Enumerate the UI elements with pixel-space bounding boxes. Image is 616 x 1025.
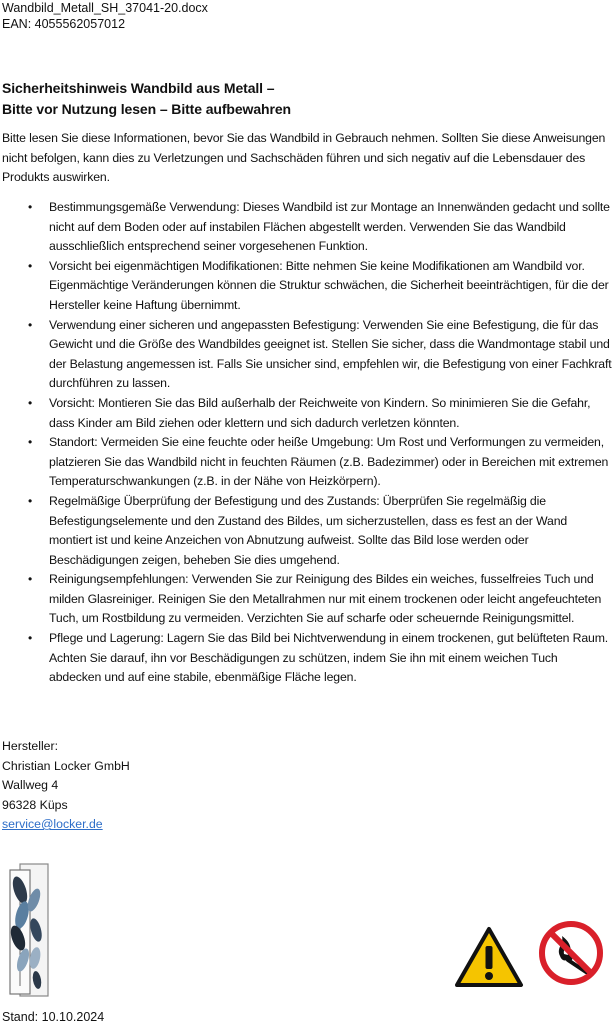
manufacturer-email-link[interactable]: service@locker.de [2, 817, 103, 831]
ean-code: EAN: 4055562057012 [2, 17, 126, 31]
manufacturer-city: 96328 Küps [2, 797, 68, 812]
title-line-1: Sicherheitshinweis Wandbild aus Metall – [2, 80, 275, 96]
list-item: • Verwendung einer sicheren und angepassten Befestigung: Verwenden Sie eine Befestigung, die für das Gewicht und die Größe des Wandbildes geeignet ist. Stellen Sie sicher, dass die Wandmontage stabil und der Belastung angemessen ist. Falls Sie unsicher sind, empfehlen wir, die Befestigung von einer Fachkraft durchführen zu lassen. [2, 316, 614, 394]
list-item: • Reinigungsempfehlungen: Verwenden Sie zur Reinigung des Bildes ein weiches, fusselfreies Tuch und milden Glasreiniger. Reinigen Sie den Metallrahmen nur mit einem trockenen oder leicht angefeuchteten Tuch, um Rostbildung zu vermeiden. Verzichten Sie auf scharfe oder scheuernde Reinigungsmittel. [2, 570, 614, 629]
list-item: • Vorsicht bei eigenmächtigen Modifikationen: Bitte nehmen Sie keine Modifikationen am Wandbild vor. Eigenmächtige Veränderungen können die Struktur schwächen, die Sicherheit beeinträchtigen, für die der Hersteller keine Haftung übernimmt. [2, 257, 614, 316]
list-item: • Vorsicht: Montieren Sie das Bild außerhalb der Reichweite von Kindern. So minimieren Sie die Gefahr, dass Kinder am Bild ziehen oder klettern und sich dadurch verletzen könnten. [2, 394, 614, 433]
wall-art-product-image [6, 860, 52, 1000]
safety-instructions-list [2, 198, 614, 688]
list-item: • Bestimmungsgemäße Verwendung: Dieses Wandbild ist zur Montage an Innenwänden gedacht und sollte nicht auf dem Boden oder auf instabilen Flächen abgestellt werden. Verwenden Sie das Wandbild ausschließlich entsprechend seiner vorgesehenen Funktion. [2, 198, 614, 257]
manufacturer-company: Christian Locker GmbH [2, 758, 130, 773]
document-title [2, 78, 291, 120]
manufacturer-street: Wallweg 4 [2, 778, 59, 792]
list-item: • Standort: Vermeiden Sie eine feuchte oder heiße Umgebung: Um Rost und Verformungen zu vermeiden, platzieren Sie das Wandbild nicht in feuchten Räumen (z.B. Badezimmer) oder in Bereichen mit extremen Temperaturschwankungen (z.B. in der Nähe von Heizkörpern). [2, 433, 614, 492]
list-item: • Regelmäßige Überprüfung der Befestigung und des Zustands: Überprüfen Sie regelmäßig die Befestigungselemente und den Zustand des Bildes, um sicherzustellen, dass es fest an der Wand montiert ist und keine Anzeichen von Abnutzung aufweist. Sollte das Bild lose werden oder Beschädigungen zeigen, beheben Sie dies umgehend. [2, 492, 614, 570]
document-date: Stand: 10.10.2024 [2, 1010, 105, 1024]
intro-paragraph: Bitte lesen Sie diese Informationen, bevor Sie das Wandbild in Gebrauch nehmen. Sollten Sie diese Anweisungen nicht befolgen, kann dies zu Verletzungen und Sachschäden führen und sich negativ auf die Lebensdauer des Produkts auswirken. [2, 131, 606, 184]
list-item: • Pflege und Lagerung: Lagern Sie das Bild bei Nichtverwendung in einem trockenen, gut belüfteten Raum. Achten Sie darauf, ihn vor Beschädigungen zu schützen, indem Sie ihn mit einem weichen Tuch abdecken und auf eine stabile, ebenmäßige Fläche legen. [2, 629, 614, 688]
manufacturer-label: Hersteller: [2, 739, 59, 753]
document-filename: Wandbild_Metall_SH_37041-20.docx [2, 1, 208, 15]
manufacturer-block [2, 737, 130, 835]
title-line-2: Bitte vor Nutzung lesen – Bitte aufbewahren [2, 101, 291, 117]
warning-triangle-icon [454, 926, 524, 988]
no-open-flame-icon [538, 920, 604, 986]
